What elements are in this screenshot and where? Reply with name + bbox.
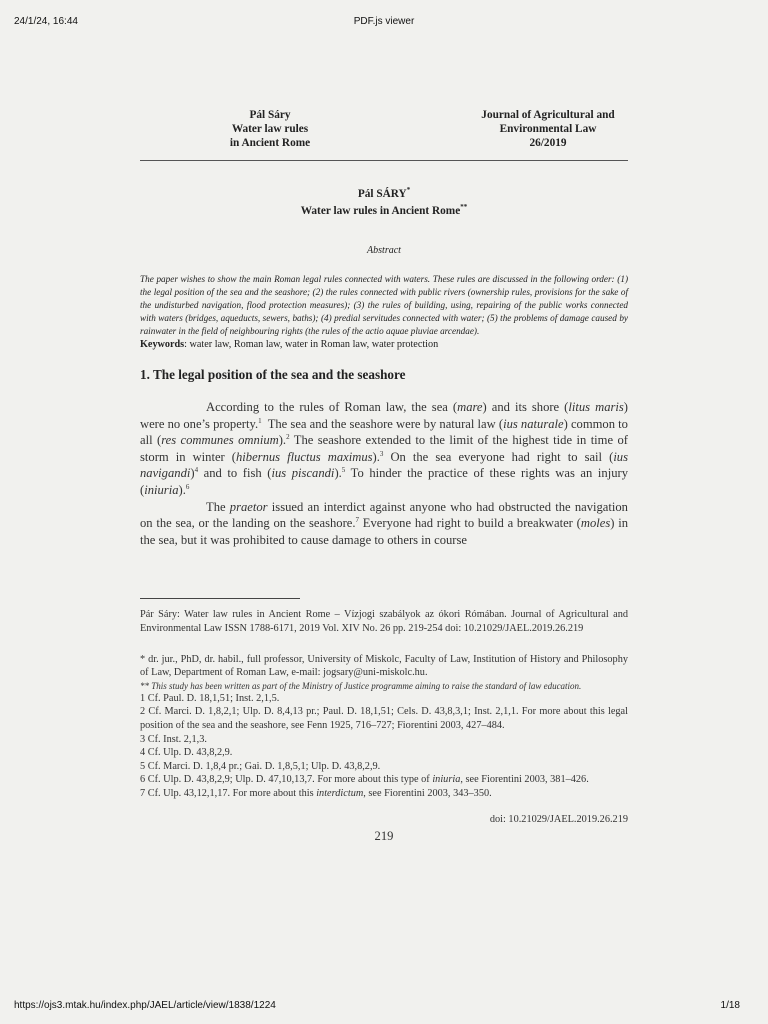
footnotes <box>140 653 628 801</box>
footnote-rule <box>140 598 300 599</box>
abstract-heading: Abstract <box>367 245 401 256</box>
keywords-label: Keywords <box>140 339 185 350</box>
footnote-6: 6 Cf. Ulp. D. 43,8,2,9; Ulp. D. 47,10,13,7. For more about this type of iniuria, see Fiorentini 2003, 381–426. <box>140 774 589 786</box>
running-head-left: Pál Sáry Water law rules in Ancient Rome <box>229 109 311 149</box>
footnote-4: 4 Cf. Ulp. D. 43,8,2,9. <box>140 747 233 759</box>
header-rule <box>140 160 628 161</box>
author-footnote-mark[interactable]: * <box>406 186 411 195</box>
footnote-3: 3 Cf. Inst. 2,1,3. <box>140 733 207 745</box>
footnote-double-star: ** This study has been written as part of the Ministry of Justice programme aiming to raise the standard of law education. <box>140 680 582 691</box>
print-page-count: 1/18 <box>720 1000 740 1011</box>
keywords-list: : water law, Roman law, water in Roman law, water protection <box>184 339 439 350</box>
footnote-star: * dr. jur., PhD, dr. habil., full professor, University of Miskolc, Faculty of Law, Institution of History and Philosophy of Law, Department of Roman Law, e-mail: jogsary@uni-miskolc.hu. <box>140 653 628 679</box>
footnote-5: 5 Cf. Marci. D. 1,8,4 pr.; Gai. D. 1,8,5,1; Ulp. D. 43,8,2,9. <box>140 760 381 772</box>
print-title: PDF.js viewer <box>353 16 415 27</box>
page-number: 219 <box>374 829 394 844</box>
print-datetime: 24/1/24, 16:44 <box>14 16 78 27</box>
pdf-page <box>140 108 628 844</box>
footnote-2: 2 Cf. Marci. D. 1,8,2,1; Ulp. D. 8,4,13 pr.; Paul. D. 18,1,51; Cels. D. 43,8,3,1; Inst. 2,1,1. For more about this legal position of the sea and the seashore, see Fenn 1925, 716–727; Fiorentini 2003, 427–484. <box>140 706 628 731</box>
footnote-1: 1 Cf. Paul. D. 18,1,51; Inst. 2,1,5. <box>140 692 280 704</box>
abstract-text: The paper wishes to show the main Roman legal rules connected with waters. These rules are discussed in the following order: (1) the legal position of the sea and the seashore; (2) the rules connected with public rivers (ownership rules, provisions for the sake of the undisturbed navigation, flood protection measures); (3) the rules of building, using, repairing of the public works connected with waters (bridges, aqueducts, sewers, baths); (4) predial servitudes connected with water; (5) the problems of damage caused by rainwater in the field of neighbouring rights (the rules of the actio aquae pluviae arcendae). <box>140 274 628 336</box>
doi: doi: 10.21029/JAEL.2019.26.219 <box>489 814 628 826</box>
footnote-7: 7 Cf. Ulp. 43,12,1,17. For more about this interdictum, see Fiorentini 2003, 343–350. <box>140 787 492 799</box>
article-author: Pál SÁRY* <box>357 186 411 200</box>
title-footnote-mark[interactable]: ** <box>460 203 468 212</box>
print-url[interactable]: https://ojs3.mtak.hu/index.php/JAEL/article/view/1838/1224 <box>14 1000 276 1011</box>
running-head <box>140 108 628 158</box>
body-text <box>140 399 628 548</box>
keywords <box>140 338 628 351</box>
citation-note: Pár Sáry: Water law rules in Ancient Rome – Vízjogi szabályok az ókori Rómában. Journal of Agricultural and Environmental Law ISSN 1788-6171, 2019 Vol. XIV No. 26 pp. 219-254 doi: 10.21029/JAEL.2019.26.219 <box>140 609 628 634</box>
article-title: Water law rules in Ancient Rome** <box>300 203 468 217</box>
running-head-right: Journal of Agricultural and Environmental Law 26/2019 <box>481 109 615 149</box>
paragraph: According to the rules of Roman law, the sea (mare) and its shore (litus maris) were no one’s property.$^1$ The sea and the seashore were by natural law (ius naturale) common to all (res communes omnium).$^2$ The seashore extended to the limit of the highest tide in time of storm in winter (hibernus fluctus maximus).$^3$ On the sea everyone had right to sail (ius navigandi)$^4$ and to fish (ius piscandi).$^5$ To hinder the practice of these rights was an injury (iniuria).$^6$ <box>140 400 629 497</box>
section-heading: 1. The legal position of the sea and the seashore <box>140 367 406 382</box>
paragraph: The praetor issued an interdict against anyone who had obstructed the navigation on the sea, or the landing on the seashore.$^7$ Everyone had right to build a breakwater (moles) in the sea, but it was prohibited to cause damage to others in course <box>140 499 628 547</box>
